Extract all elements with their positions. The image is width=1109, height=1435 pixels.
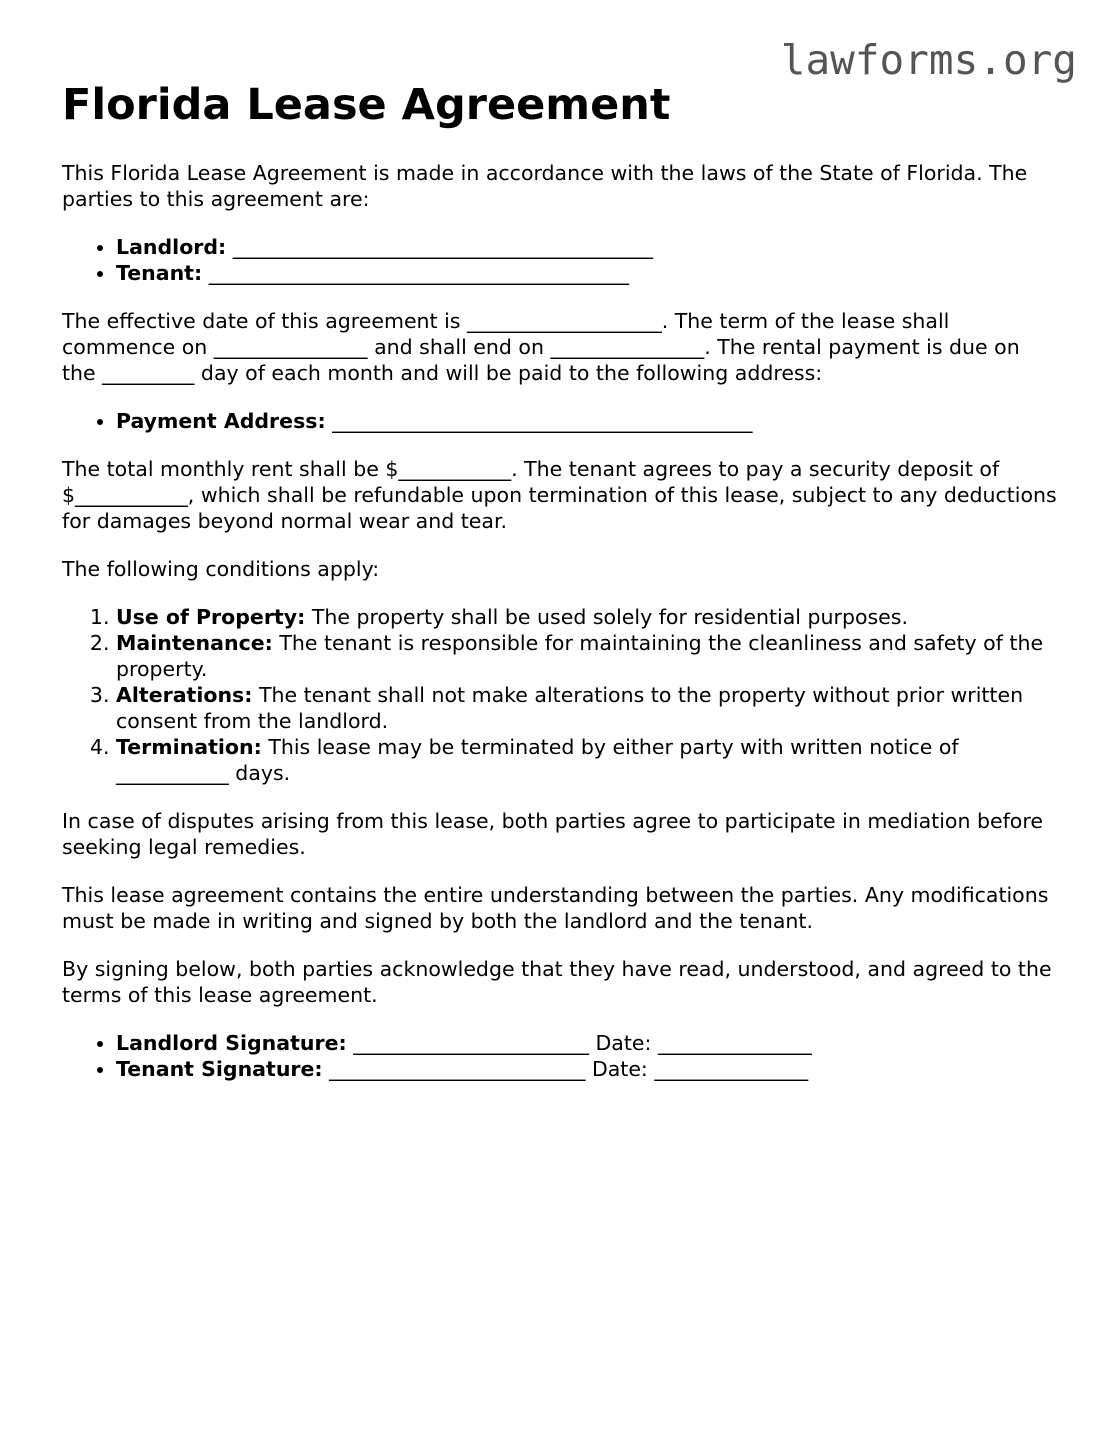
payment-address-label: Payment Address:: [116, 409, 326, 433]
condition-label: Termination:: [116, 735, 262, 759]
party-tenant-label: Tenant:: [116, 261, 203, 285]
signature-tenant-date-label: Date:: [591, 1057, 648, 1081]
condition-item: [116, 734, 1057, 786]
signature-landlord-label: Landlord Signature:: [116, 1031, 347, 1055]
condition-item: [116, 682, 1057, 734]
signature-landlord-date-blank: _______________: [657, 1031, 812, 1055]
party-landlord: [116, 234, 1057, 260]
condition-label: Maintenance:: [116, 631, 273, 655]
condition-text: This lease may be terminated by either party with written notice of ___________ days.: [116, 735, 959, 785]
condition-text: The tenant shall not make alterations to the property without prior written consent from the landlord.: [116, 683, 1024, 733]
conditions-list: [62, 604, 1057, 786]
document-title: Florida Lease Agreement: [62, 80, 671, 130]
signature-landlord-blank: _______________________: [353, 1031, 589, 1055]
party-landlord-label: Landlord:: [116, 235, 227, 259]
disputes-paragraph: In case of disputes arising from this lease, both parties agree to participate in mediation before seeking legal remedies.: [62, 809, 1043, 859]
party-tenant: [116, 260, 1057, 286]
signature-tenant-label: Tenant Signature:: [116, 1057, 323, 1081]
signatures-list: [62, 1030, 1057, 1082]
signature-tenant-date-blank: _______________: [654, 1057, 809, 1081]
parties-list: [62, 234, 1057, 286]
condition-text: The property shall be used solely for residential purposes.: [311, 605, 908, 629]
party-tenant-blank: _________________________________________: [208, 261, 629, 285]
intro-paragraph: This Florida Lease Agreement is made in accordance with the laws of the State of Florida. The parties to this agreement are:: [62, 161, 1028, 211]
rent-paragraph: The total monthly rent shall be $___________. The tenant agrees to pay a security deposit of $___________, which shall be refundable upon termination of this lease, subject to any deductions for damages beyond normal wear and tear.: [62, 457, 1057, 533]
signature-landlord: [116, 1030, 1057, 1056]
payment-list: [62, 408, 1057, 434]
condition-label: Alterations:: [116, 683, 253, 707]
condition-text: The tenant is responsible for maintaining the cleanliness and safety of the property.: [116, 631, 1044, 681]
condition-label: Use of Property:: [116, 605, 306, 629]
signature-tenant: [116, 1056, 1057, 1082]
term-paragraph: The effective date of this agreement is ___________________. The term of the lease shall commence on _______________ and shall end on _______________. The rental payment is due on the _________ day of each month and will be paid to the following address:: [62, 309, 1020, 385]
payment-address: [116, 408, 1057, 434]
entire-agreement-paragraph: This lease agreement contains the entire understanding between the parties. Any modifications must be made in writing and signed by both the landlord and the tenant.: [62, 883, 1049, 933]
acknowledge-paragraph: By signing below, both parties acknowledge that they have read, understood, and agreed to the terms of this lease agreement.: [62, 957, 1052, 1007]
condition-item: [116, 630, 1057, 682]
party-landlord-blank: _________________________________________: [232, 235, 654, 259]
signature-landlord-date-label: Date:: [595, 1031, 652, 1055]
document-page: [62, 76, 1057, 1082]
condition-item: [116, 604, 1057, 630]
conditions-intro: The following conditions apply:: [62, 557, 380, 581]
payment-address-blank: _________________________________________: [332, 409, 753, 433]
signature-tenant-blank: _________________________: [329, 1057, 586, 1081]
watermark-text: lawforms.org: [780, 36, 1077, 84]
